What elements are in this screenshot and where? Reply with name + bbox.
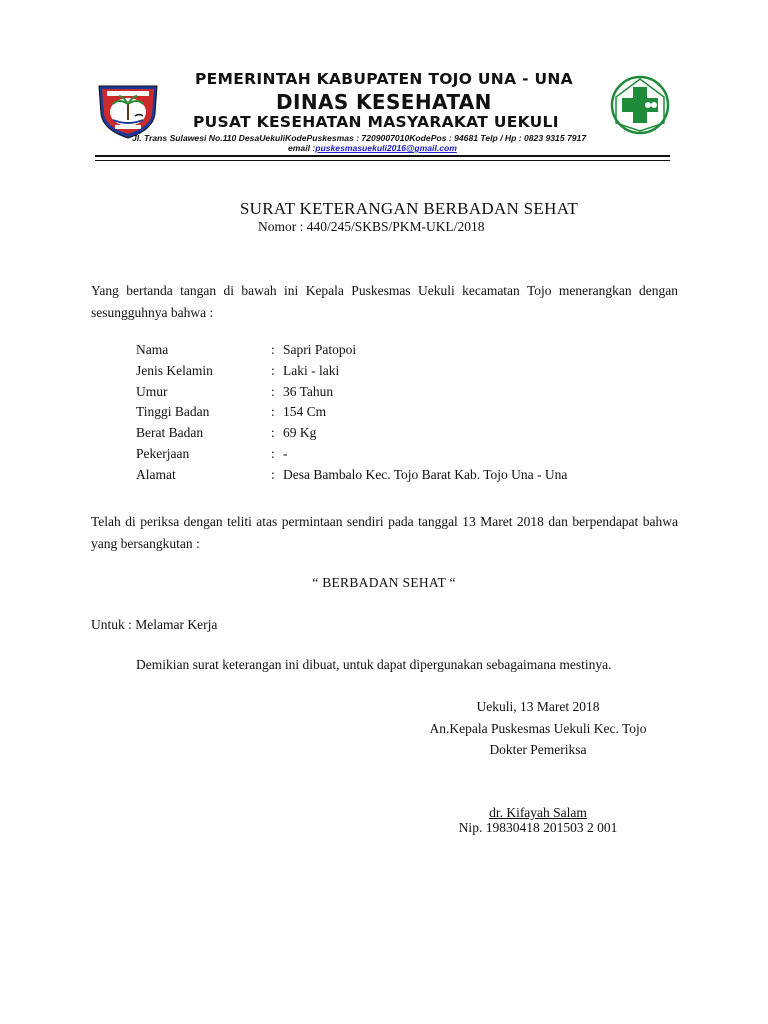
puskesmas-logo: [610, 75, 670, 135]
field-value: 36 Tahun: [283, 383, 334, 399]
field-value: Laki - laki: [283, 362, 340, 378]
field-value: Sapri Patopoi: [283, 342, 357, 357]
closing-sentence: Demikian surat keterangan ini dibuat, untuk dapat dipergunakan sebagaimana mestinya.: [136, 657, 612, 672]
field-label: Tinggi Badan: [136, 404, 210, 420]
intro-paragraph: Yang bertanda tangan di bawah ini Kepala Puskesmas Uekuli kecamatan Tojo menerangkan dengan sesungguhnya bahwa :: [91, 283, 678, 320]
field-separator: :: [271, 445, 275, 461]
field-value: 69 Kg: [283, 425, 317, 441]
signature-on-behalf: An.Kepala Puskesmas Uekuli Kec. Tojo: [429, 721, 647, 736]
field-label: Alamat: [136, 466, 176, 482]
field-separator: :: [271, 383, 275, 399]
signature-role: Dokter Pemeriksa: [489, 742, 587, 757]
field-value: Desa Bambalo Kec. Tojo Barat Kab. Tojo Una - Una: [283, 466, 568, 482]
letterhead-rule-thick: [95, 155, 670, 157]
field-label: Nama: [136, 342, 169, 357]
letter-title: SURAT KETERANGAN BERBADAN SEHAT: [239, 199, 579, 218]
email-link[interactable]: puskesmasuekuli2016@gmail.com: [315, 143, 457, 153]
field-label: Umur: [136, 383, 168, 399]
letterhead-line-2: DINAS KESEHATAN: [276, 90, 492, 114]
letterhead-line-1: PEMERINTAH KABUPATEN TOJO UNA - UNA: [195, 70, 573, 88]
field-separator: :: [271, 362, 275, 378]
field-separator: :: [271, 342, 275, 357]
regency-crest-logo: [95, 80, 161, 140]
exam-paragraph: Telah di periksa dengan teliti atas permintaan sendiri pada tanggal 13 Maret 2018 dan berpendapat bahwa yang bersangkutan :: [91, 514, 678, 551]
letterhead-line-3: PUSAT KESEHATAN MASYARAKAT UEKULI: [193, 113, 559, 131]
letterhead-email-line: [288, 143, 457, 153]
field-label: Pekerjaan: [136, 445, 190, 461]
field-separator: :: [271, 404, 275, 420]
letter-number: Nomor : 440/245/SKBS/PKM-UKL/2018: [258, 219, 485, 234]
purpose-line: Untuk : Melamar Kerja: [91, 617, 218, 632]
health-verdict: “ BERBADAN SEHAT “: [312, 575, 456, 590]
letterhead-rule-thin: [95, 160, 670, 161]
field-label: Berat Badan: [136, 425, 204, 441]
field-label: Jenis Kelamin: [136, 362, 213, 378]
signatory-name: dr. Kifayah Salam: [489, 805, 587, 820]
signatory-nip: Nip. 19830418 201503 2 001: [458, 820, 618, 835]
field-separator: :: [271, 425, 275, 441]
email-label: email :: [288, 143, 316, 153]
signature-place-date: Uekuli, 13 Maret 2018: [476, 699, 600, 714]
letterhead-address: Jl. Trans Sulawesi No.110 DesaUekuliKodePuskesmas : 7209007010KodePos : 94681 Telp / Hp : 0823 9315 7917: [132, 133, 587, 143]
field-separator: :: [271, 466, 275, 482]
field-value: 154 Cm: [283, 404, 327, 420]
field-value: -: [283, 445, 288, 461]
